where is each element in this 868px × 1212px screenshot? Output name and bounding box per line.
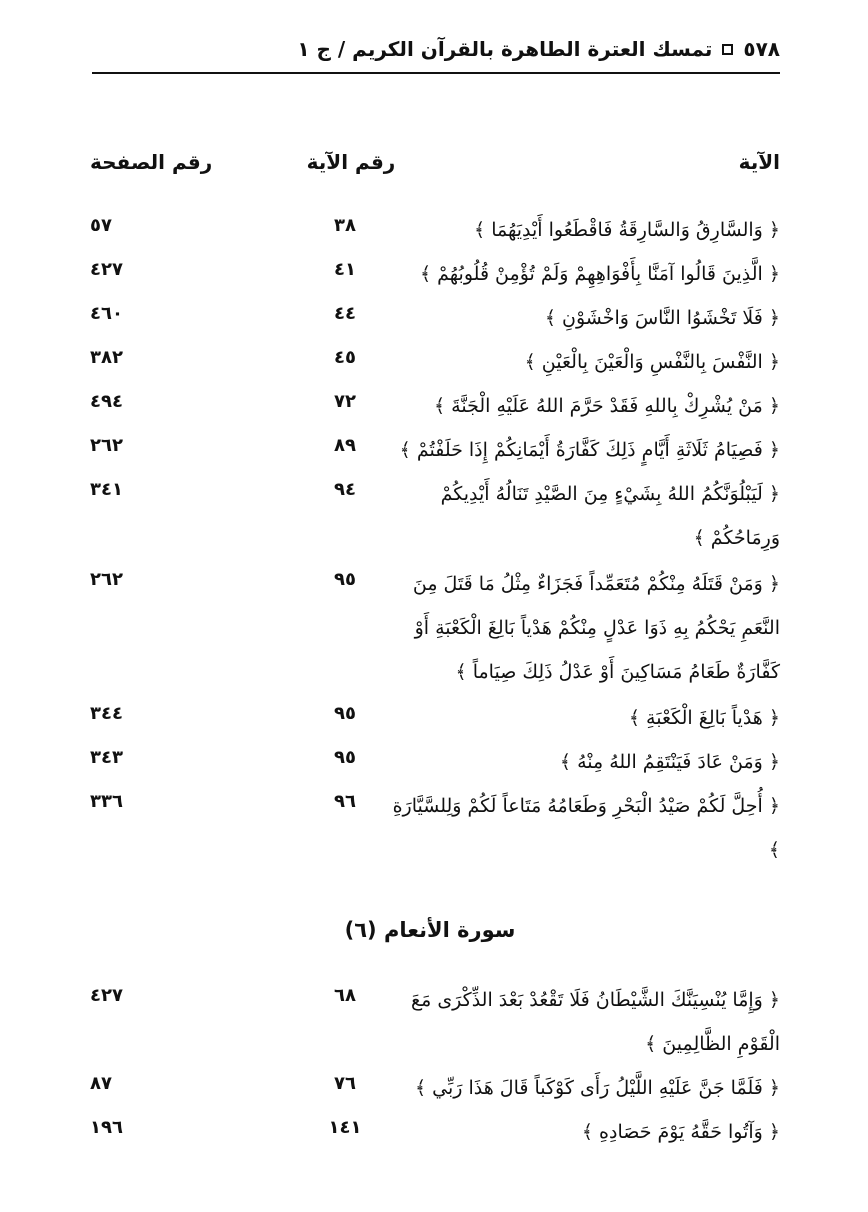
ayah-number: ٩٥ (334, 569, 356, 590)
ayah-number: ٧٦ (334, 1073, 356, 1094)
page-number: ٤٢٧ (90, 259, 123, 280)
ayah-number: ٩٦ (334, 791, 356, 812)
ayah-number: ٤٥ (334, 347, 356, 368)
ayah-number: ٩٤ (334, 479, 356, 500)
ayah-number: ٨٩ (334, 435, 356, 456)
surah-heading: سورة الأنعام (٦) (344, 918, 516, 942)
column-headers (0, 150, 868, 184)
page-number: ٣٨٢ (90, 347, 123, 368)
verse-text: ﴿ وَالسَّارِقُ وَالسَّارِقَةُ فَاقْطَعُوا أَيْدِيَهُمَا ﴾ (474, 219, 780, 241)
page-number: ٨٧ (90, 1073, 112, 1094)
verse-text: ﴿ لَيَبْلُوَنَّكُمُ اللهُ بِشَيْءٍ مِنَ الصَّيْدِ تَنَالُهُ أَيْدِيكُمْ وَرِمَاحُكُمْ ﴾ (440, 483, 780, 549)
verse-text: ﴿ الَّذِينَ قَالُوا آمَنَّا بِأَفْوَاهِهِمْ وَلَمْ تُؤْمِنْ قُلُوبُهُمْ ﴾ (419, 263, 780, 285)
verse-text: ﴿ وَمَنْ قَتَلَهُ مِنْكُمْ مُتَعَمِّداً فَجَزَاءٌ مِثْلُ مَا قَتَلَ مِنَ النَّعَمِ يَحْكُمُ بِهِ ذَوَا عَدْلٍ مِنْكُمْ هَدْياً بَالِغَ الْكَعْبَةِ أَوْ كَفَّارَةٌ طَعَامُ مَسَاكِينَ أَوْ عَدْلُ ذَلِكَ صِيَاماً ﴾ (412, 573, 780, 683)
verse-text: ﴿ فَلَمَّا جَنَّ عَلَيْهِ اللَّيْلُ رَأَى كَوْكَباً قَالَ هَذَا رَبِّي ﴾ (414, 1077, 780, 1099)
page-number: ٥٧ (90, 215, 112, 236)
column-header-ayah-number: رقم الآية (306, 150, 396, 174)
column-header-verse: الآية (738, 150, 780, 174)
ayah-number: ٣٨ (334, 215, 356, 236)
running-head-book-title: تمسك العترة الطاهرة بالقرآن الكريم / ج ١ (297, 37, 713, 61)
page-number: ٣٤٣ (90, 747, 123, 768)
ayah-number: ٤١ (334, 259, 356, 280)
verse-text: ﴿ فَصِيَامُ ثَلَاثَةِ أَيَّامٍ ذَلِكَ كَفَّارَةُ أَيْمَانِكُمْ إِذَا حَلَفْتُمْ ﴾ (399, 439, 780, 461)
page-number: ٢٦٢ (90, 435, 123, 456)
verse-text: ﴿ النَّفْسَ بِالنَّفْسِ وَالْعَيْنَ بِالْعَيْنِ ﴾ (524, 351, 780, 373)
column-header-page-number: رقم الصفحة (90, 150, 213, 174)
page-number: ٣٣٦ (90, 791, 123, 812)
square-separator-icon (722, 44, 733, 55)
ayah-number: ٧٢ (334, 391, 356, 412)
verse-text: ﴿ وَمَنْ عَادَ فَيَنْتَقِمُ اللهُ مِنْهُ ﴾ (559, 751, 780, 773)
ayah-number: ٩٥ (334, 747, 356, 768)
page-number: ٢٦٢ (90, 569, 123, 590)
ayah-number: ٩٥ (334, 703, 356, 724)
verse-text: ﴿ وَآتُوا حَقَّهُ يَوْمَ حَصَادِهِ ﴾ (581, 1121, 780, 1143)
page-number: ٣٤١ (90, 479, 123, 500)
ayah-number: ٦٨ (334, 985, 356, 1006)
page-number: ٤٢٧ (90, 985, 123, 1006)
running-head (92, 30, 780, 68)
running-head-page-number: ٥٧٨ (743, 37, 780, 61)
page-number: ٤٩٤ (90, 391, 123, 412)
verse-text: ﴿ أُحِلَّ لَكُمْ صَيْدُ الْبَحْرِ وَطَعَامُهُ مَتَاعاً لَكُمْ وَلِلسَّيَّارَةِ ﴾ (392, 795, 780, 861)
page-number: ٣٤٤ (90, 703, 123, 724)
ayah-number: ٤٤ (334, 303, 356, 324)
ayah-number: ١٤١ (328, 1117, 362, 1138)
page-number: ٤٦٠ (90, 303, 123, 324)
verse-text: ﴿ وَإِمَّا يُنْسِيَنَّكَ الشَّيْطَانُ فَلَا تَقْعُدْ بَعْدَ الذِّكْرَى مَعَ الْقَوْمِ الظَّالِمِينَ ﴾ (410, 989, 780, 1055)
verse-text: ﴿ مَنْ يُشْرِكْ بِاللهِ فَقَدْ حَرَّمَ اللهُ عَلَيْهِ الْجَنَّةَ ﴾ (434, 395, 780, 417)
verse-text: ﴿ هَدْياً بَالِغَ الْكَعْبَةِ ﴾ (628, 707, 780, 729)
page-number: ١٩٦ (90, 1117, 123, 1138)
verse-text: ﴿ فَلَا تَخْشَوُا النَّاسَ وَاخْشَوْنِ ﴾ (544, 307, 780, 329)
header-divider (92, 72, 780, 74)
